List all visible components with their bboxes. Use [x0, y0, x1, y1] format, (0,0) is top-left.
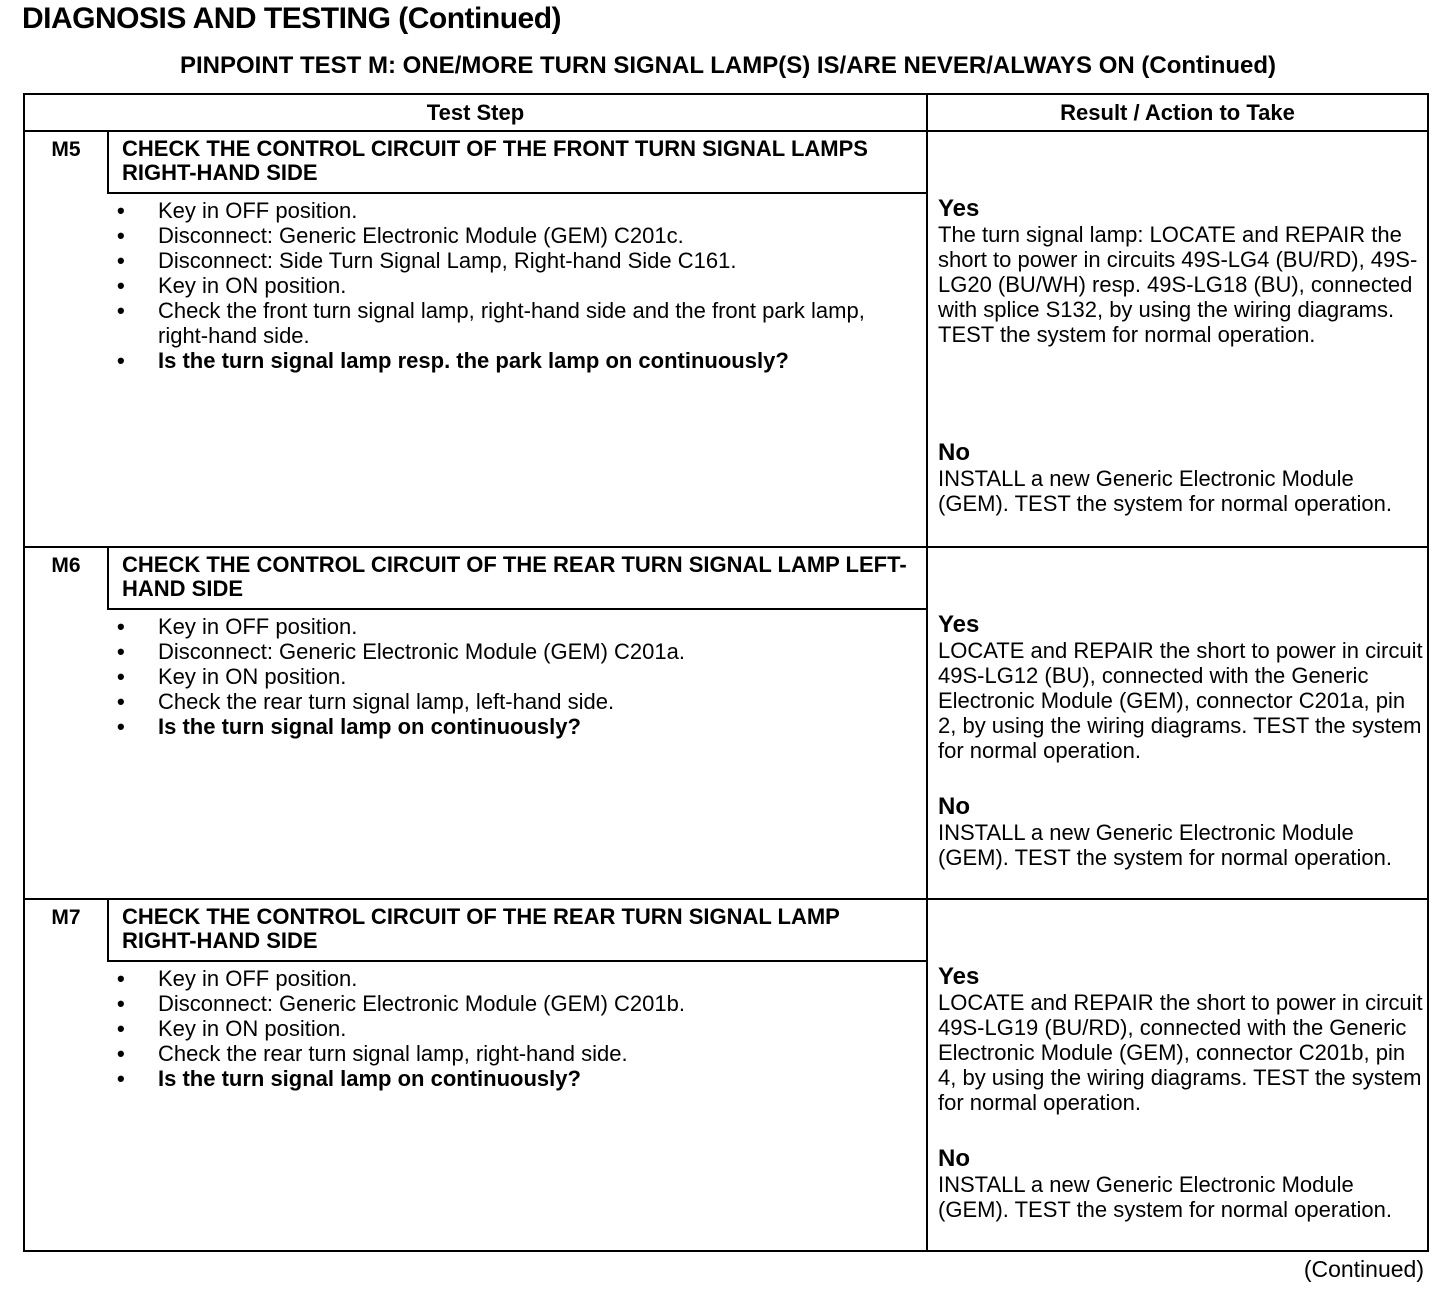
list-item: • Check the rear turn signal lamp, left-hand side.: [117, 689, 907, 714]
step-instructions: [117, 614, 907, 739]
list-item: • Key in ON position.: [117, 273, 907, 298]
result-no: [938, 794, 1428, 870]
header-result-action: Result / Action to Take: [1060, 100, 1295, 125]
result-yes: [938, 612, 1428, 763]
yes-action: The turn signal lamp: LOCATE and REPAIR the short to power in circuits 49S-LG4 (BU/RD), 49S-LG20 (BU/WH) resp. 49S-LG18 (BU), connected with splice S132, by using the wiring diagrams. TEST the system for normal operation.: [938, 222, 1418, 347]
list-item: • Key in ON position.: [117, 664, 907, 689]
list-item: • Key in ON position.: [117, 1016, 907, 1041]
result-no: [938, 1146, 1428, 1222]
step-instructions: [117, 198, 907, 373]
yes-label: Yes: [938, 963, 980, 990]
list-item: • Disconnect: Generic Electronic Module (GEM) C201b.: [117, 991, 907, 1016]
table-header-row: [25, 95, 1427, 132]
continued-footer: (Continued): [1303, 1256, 1424, 1282]
no-action: INSTALL a new Generic Electronic Module (GEM). TEST the system for normal operation.: [938, 820, 1393, 870]
step-id: M7: [51, 906, 81, 929]
pinpoint-test-table: [23, 93, 1429, 1252]
no-action: INSTALL a new Generic Electronic Module (GEM). TEST the system for normal operation.: [938, 1172, 1393, 1222]
step-id: M5: [51, 138, 81, 161]
no-label: No: [938, 793, 970, 820]
test-step-m6: [25, 548, 1427, 900]
step-question: • Is the turn signal lamp on continuously?: [117, 714, 907, 739]
page-title: DIAGNOSIS AND TESTING (Continued): [22, 2, 562, 35]
step-heading: CHECK THE CONTROL CIRCUIT OF THE REAR TURN SIGNAL LAMP RIGHT-HAND SIDE: [107, 900, 926, 962]
list-item: • Disconnect: Generic Electronic Module (GEM) C201a.: [117, 639, 907, 664]
yes-label: Yes: [938, 195, 980, 222]
yes-action: LOCATE and REPAIR the short to power in circuit 49S-LG19 (BU/RD), connected with the Generic Electronic Module (GEM), connector C201b, pin 4, by using the wiring diagrams. TEST the system for normal operation.: [938, 990, 1423, 1115]
header-test-step: Test Step: [426, 100, 525, 125]
list-item: • Disconnect: Side Turn Signal Lamp, Right-hand Side C161.: [117, 248, 907, 273]
list-item: • Disconnect: Generic Electronic Module (GEM) C201c.: [117, 223, 907, 248]
step-heading: CHECK THE CONTROL CIRCUIT OF THE FRONT TURN SIGNAL LAMPS RIGHT-HAND SIDE: [107, 132, 926, 194]
result-no: [938, 440, 1428, 516]
list-item: • Check the front turn signal lamp, right-hand side and the front park lamp, right-hand side.: [117, 298, 907, 348]
test-step-m7: [25, 900, 1427, 1250]
step-question: • Is the turn signal lamp resp. the park lamp on continuously?: [117, 348, 907, 373]
step-id: M6: [51, 554, 81, 577]
list-item: • Check the rear turn signal lamp, right-hand side.: [117, 1041, 907, 1066]
list-item: • Key in OFF position.: [117, 614, 907, 639]
result-yes: [938, 196, 1428, 347]
column-divider: [926, 95, 928, 1250]
yes-action: LOCATE and REPAIR the short to power in circuit 49S-LG12 (BU), connected with the Generic Electronic Module (GEM), connector C201a, pin 2, by using the wiring diagrams. TEST the system for normal operation.: [938, 638, 1423, 763]
step-heading: CHECK THE CONTROL CIRCUIT OF THE REAR TURN SIGNAL LAMP LEFT-HAND SIDE: [107, 548, 926, 610]
no-label: No: [938, 1145, 970, 1172]
list-item: • Key in OFF position.: [117, 198, 907, 223]
test-step-m5: [25, 132, 1427, 548]
list-item: • Key in OFF position.: [117, 966, 907, 991]
no-action: INSTALL a new Generic Electronic Module (GEM). TEST the system for normal operation.: [938, 466, 1393, 516]
result-yes: [938, 964, 1428, 1115]
no-label: No: [938, 439, 970, 466]
step-instructions: [117, 966, 907, 1091]
step-question: • Is the turn signal lamp on continuously?: [117, 1066, 907, 1091]
pinpoint-test-subtitle: PINPOINT TEST M: ONE/MORE TURN SIGNAL LAMP(S) IS/ARE NEVER/ALWAYS ON (Continued): [179, 52, 1277, 79]
yes-label: Yes: [938, 611, 980, 638]
